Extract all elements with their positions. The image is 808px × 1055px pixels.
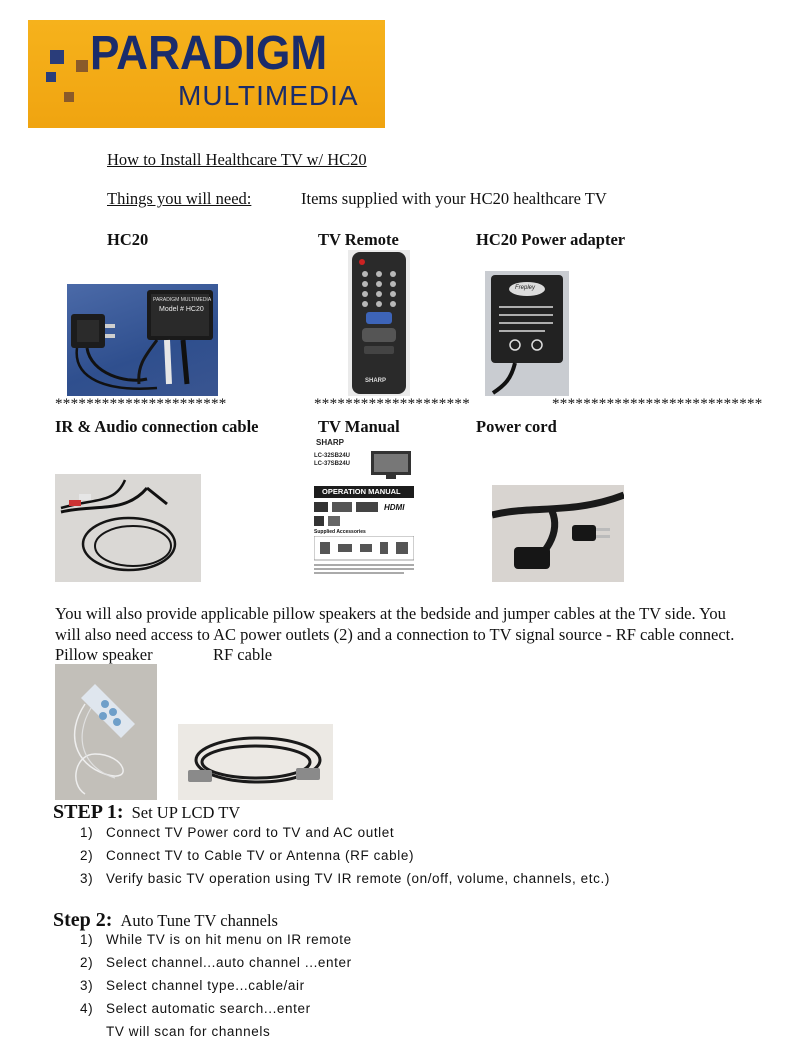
step2-title: Step 2: bbox=[53, 909, 113, 931]
power-cord-photo bbox=[492, 485, 624, 582]
logo-subtitle: MULTIMEDIA bbox=[178, 80, 359, 111]
rf-cable-illustration bbox=[178, 724, 333, 800]
manual-model-1: LC-32SB24U bbox=[314, 453, 351, 459]
ir-cable-photo bbox=[55, 474, 201, 582]
step1-item-num: 1) bbox=[80, 825, 94, 840]
manual-accessories: Supplied Accessories bbox=[314, 529, 366, 535]
things-needed-note: Items supplied with your HC20 healthcare TV bbox=[301, 189, 607, 208]
pillow-speaker-illustration bbox=[55, 664, 157, 800]
separator-stars-left: ********************** bbox=[55, 396, 227, 412]
logo-square-dark-small bbox=[46, 72, 56, 82]
step2-item bbox=[80, 932, 352, 947]
adapter-brand: Frepley bbox=[515, 285, 536, 291]
step1-item bbox=[80, 848, 414, 863]
step2-heading bbox=[53, 909, 278, 932]
power-cord-illustration bbox=[492, 485, 624, 582]
ir-cable-illustration bbox=[55, 474, 201, 582]
step1-heading bbox=[53, 801, 240, 824]
separator-stars-middle: ******************** bbox=[314, 396, 470, 412]
step1-item-num: 3) bbox=[80, 871, 94, 886]
step2-subtitle: Auto Tune TV channels bbox=[120, 911, 278, 930]
logo-title: PARADIGM bbox=[90, 27, 328, 80]
label-rf-cable: RF cable bbox=[213, 645, 273, 664]
manual-logos bbox=[314, 500, 382, 528]
step2-item-num: 3) bbox=[80, 978, 94, 993]
step2-item-text: While TV is on hit menu on IR remote bbox=[106, 932, 352, 947]
step1-item-text: Connect TV Power cord to TV and AC outlet bbox=[106, 825, 395, 840]
step1-list bbox=[80, 825, 780, 895]
page-heading: How to Install Healthcare TV w/ HC20 bbox=[107, 150, 367, 169]
manual-tv-icon bbox=[370, 450, 412, 480]
step1-subtitle: Set UP LCD TV bbox=[131, 803, 241, 822]
remote-brand: SHARP bbox=[365, 378, 387, 384]
step2-item bbox=[80, 955, 352, 970]
step1-title: STEP 1: bbox=[53, 801, 124, 823]
logo-square-dark bbox=[50, 50, 64, 64]
power-adapter-photo bbox=[485, 271, 569, 396]
step1-item-num: 2) bbox=[80, 848, 94, 863]
step1-item-text: Connect TV to Cable TV or Antenna (RF cable) bbox=[106, 848, 415, 863]
step2-list bbox=[80, 932, 780, 1042]
paradigm-logo bbox=[28, 20, 385, 128]
step2-item bbox=[80, 1001, 311, 1016]
step1-item bbox=[80, 871, 610, 886]
step2-item-num: 1) bbox=[80, 932, 94, 947]
label-ir-audio-cable: IR & Audio connection cable bbox=[55, 417, 259, 436]
hc20-photo bbox=[67, 284, 218, 396]
paragraph-line-2: will also need access to AC power outlets (2) and a connection to TV signal source - RF cable connect. bbox=[55, 625, 735, 644]
logo-square-brown-small bbox=[64, 92, 74, 102]
step2-item-text: Select automatic search...enter bbox=[106, 1001, 311, 1016]
logo-square-brown bbox=[76, 60, 88, 72]
step2-item-num: 4) bbox=[80, 1001, 94, 1016]
label-power-adapter: HC20 Power adapter bbox=[476, 230, 626, 249]
label-tv-manual: TV Manual bbox=[318, 417, 400, 436]
label-hc20: HC20 bbox=[107, 230, 149, 249]
manual-banner: OPERATION MANUAL bbox=[322, 487, 401, 496]
step1-item-text: Verify basic TV operation using TV IR remote (on/off, volume, channels, etc.) bbox=[106, 871, 610, 886]
manual-hdmi: HDMI bbox=[384, 503, 405, 512]
hc20-box-brand: PARADIGM MULTIMEDIA bbox=[153, 297, 212, 303]
label-power-cord: Power cord bbox=[476, 417, 557, 436]
step2-item-num: 2) bbox=[80, 955, 94, 970]
hc20-box-model: Model # HC20 bbox=[159, 306, 204, 313]
manual-accessory-grid bbox=[314, 536, 414, 580]
separator-stars-right: *************************** bbox=[552, 396, 763, 412]
tv-manual-photo bbox=[312, 436, 417, 582]
manual-brand: SHARP bbox=[316, 438, 345, 447]
step2-item-text: Select channel...auto channel ...enter bbox=[106, 955, 352, 970]
paragraph-line-1: You will also provide applicable pillow speakers at the bedside and jumper cables at the TV side. You bbox=[55, 604, 726, 623]
label-tv-remote: TV Remote bbox=[318, 230, 399, 249]
remote-illustration bbox=[348, 250, 410, 396]
label-pillow-speaker: Pillow speaker bbox=[55, 645, 153, 664]
step1-item bbox=[80, 825, 394, 840]
step2-item-text: Select channel type...cable/air bbox=[106, 978, 305, 993]
manual-model-2: LC-37SB24U bbox=[314, 461, 351, 467]
pillow-speaker-photo bbox=[55, 664, 157, 800]
step2-item bbox=[80, 978, 305, 993]
rf-cable-photo bbox=[178, 724, 333, 800]
things-needed-label: Things you will need: bbox=[107, 189, 252, 208]
step2-continuation: TV will scan for channels bbox=[106, 1024, 271, 1039]
tv-remote-photo bbox=[348, 250, 410, 396]
